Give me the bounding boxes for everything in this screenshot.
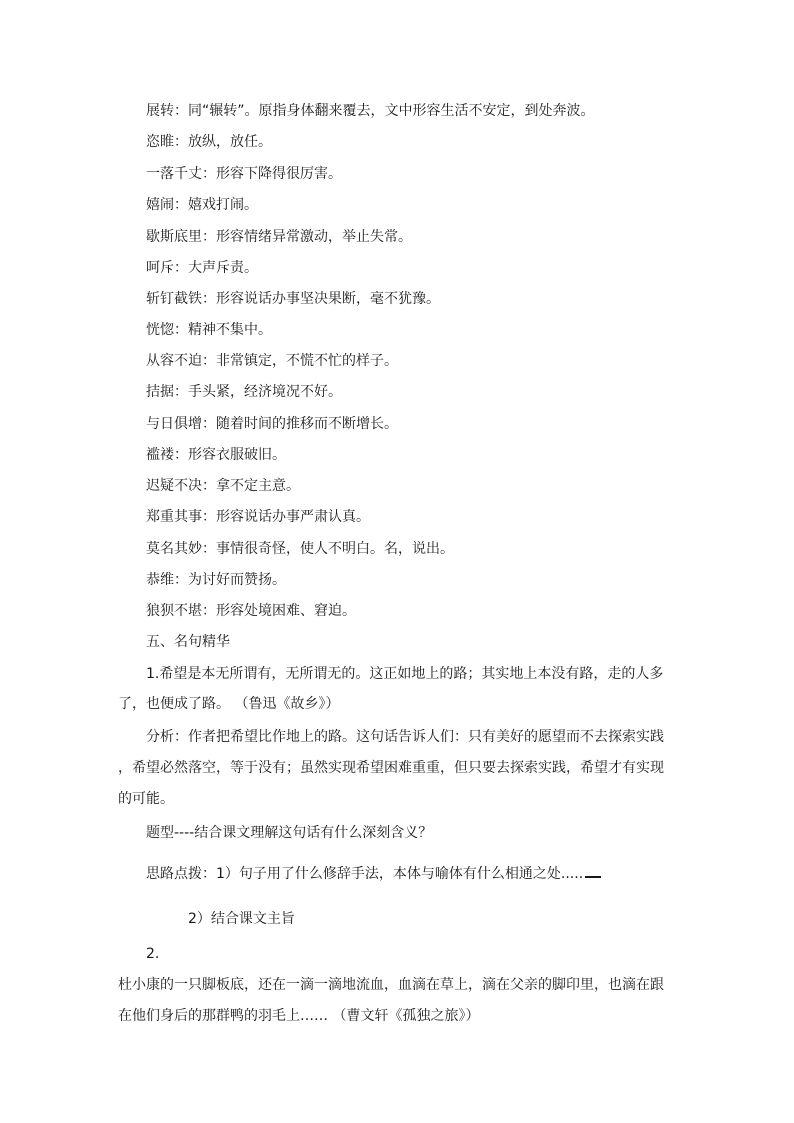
vocab-entry: 褴褛：形容衣服破旧。 <box>146 447 286 463</box>
blank-underline <box>585 866 601 878</box>
vocab-entry: 拮据：手头紧，经济境况不好。 <box>146 384 342 400</box>
quote-2-line-1: 杜小康的一只脚板底，还在一滴一滴地流血，血滴在草上，滴在父亲的脚印里，也滴在跟 <box>118 977 664 993</box>
vocab-entry: 呵斥：大声斥责。 <box>146 260 258 276</box>
vocab-entry: 与日俱增：随着时间的推移而不断增长。 <box>146 416 398 432</box>
quote-1-line-1: 1.希望是本无所谓有，无所谓无的。这正如地上的路；其实地上本没有路，走的人多 <box>146 666 664 682</box>
analysis-line-3: 的可能。 <box>118 791 174 807</box>
vocab-entry: 狼狈不堪：形容处境困难、窘迫。 <box>146 603 356 619</box>
hint-1-text: 思路点拨：1）句子用了什么修辞手法，本体与喻体有什么相通之处..... <box>146 866 584 882</box>
quote-2-line-2: 在他们身后的那群鸭的羽毛上…… （曹文轩《孤独之旅》） <box>118 1008 480 1024</box>
vocab-entry: 恣睢：放纵，放任。 <box>146 134 272 150</box>
vocab-entry: 郑重其事：形容说话办事严肃认真。 <box>146 509 370 525</box>
analysis-line-1: 分析：作者把希望比作地上的路。这句话告诉人们：只有美好的愿望而不去探索实践 <box>146 729 664 745</box>
vocab-entry: 恭维：为讨好而赞扬。 <box>146 572 286 588</box>
question-type: 题型----结合课文理解这句话有什么深刻含义？ <box>146 825 433 841</box>
quote-1-line-2: 了，也便成了路。 （鲁迅《故乡》） <box>118 696 340 712</box>
analysis-line-2: ，希望必然落空，等于没有；虽然实现希望困难重重，但只要去探索实践，希望才有实现 <box>118 760 664 776</box>
quote-2-number: 2. <box>146 946 160 962</box>
hint-1 <box>146 864 601 884</box>
hint-2: 2）结合课文主旨 <box>188 911 295 927</box>
vocab-entry: 嬉闹：嬉戏打闹。 <box>146 197 258 213</box>
vocab-entry: 斩钉截铁：形容说话办事坚决果断，毫不犹豫。 <box>146 291 440 307</box>
vocab-entry: 恍惚：精神不集中。 <box>146 322 272 338</box>
vocab-entry: 一落千丈：形容下降得很厉害。 <box>146 166 342 182</box>
vocab-entry: 迟疑不决：拿不定主意。 <box>146 478 300 494</box>
vocab-entry: 从容不迫：非常镇定，不慌不忙的样子。 <box>146 353 398 369</box>
vocab-entry: 歇斯底里：形容情绪异常激动，举止失常。 <box>146 229 412 245</box>
section-heading: 五、名句精华 <box>146 634 230 650</box>
vocab-entry: 展转：同“辗转”。原指身体翻来覆去，文中形容生活不安定，到处奔波。 <box>146 103 595 119</box>
vocab-entry: 莫名其妙：事情很奇怪，使人不明白。名，说出。 <box>146 541 454 557</box>
